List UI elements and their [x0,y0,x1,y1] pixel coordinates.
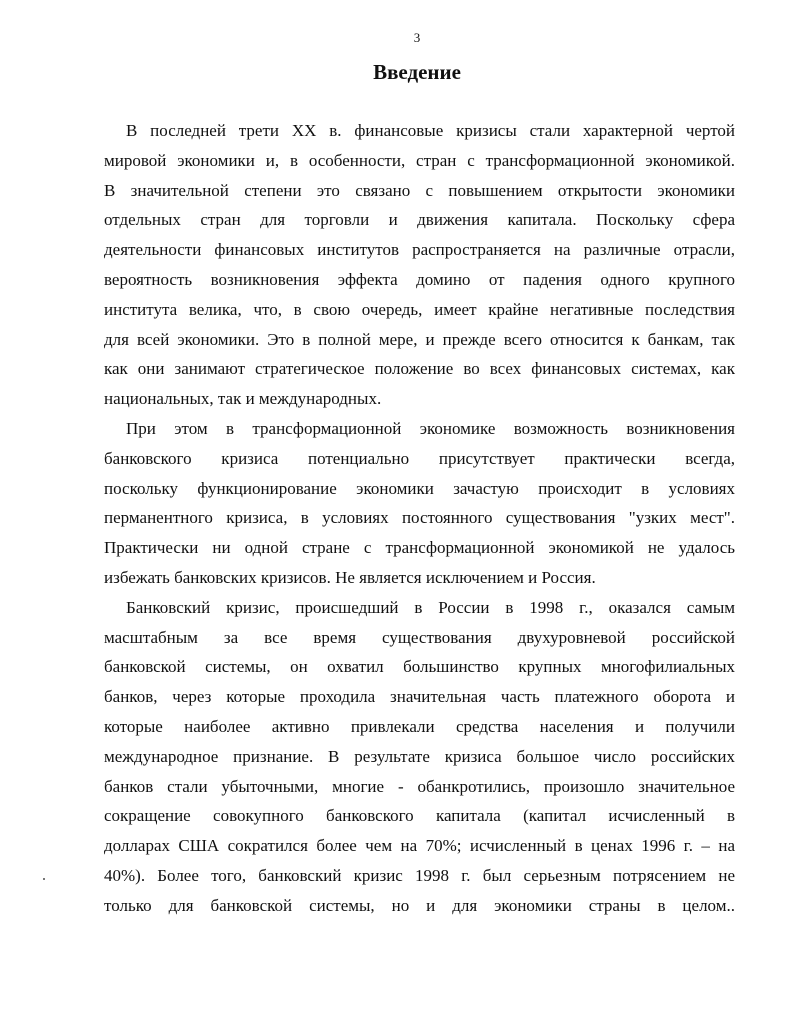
text-line: В последней трети XX в. финансовые кризисы стали характерной чертой [126,121,735,140]
text-line: При этом в трансформационной экономике возможность возникновения [126,418,735,438]
text-line: банковской системы, он охватил большинство крупных многофилиальных [104,657,735,677]
text-line: Практически ни одной стране с трансформационной экономикой не удалось [104,538,735,558]
text-line: отдельных стран для торговли и движения капитала. Поскольку сфера [104,210,735,230]
text-line: как они занимают стратегическое положение во всех финансовых системах, как [104,359,735,379]
paragraph-1 [104,116,735,414]
text-line: банков стали убыточными, многие - обанкротились, произошло значительное [104,776,735,796]
text-line: только для банковской системы, но и для экономики страны в целом.. [104,895,735,915]
page-number: 3 [413,30,421,45]
text-line: международное признание. В результате кризиса большое число российских [104,746,735,766]
text-line: долларах США сократился более чем на 70%; исчисленный в ценах 1996 г. – на [104,836,735,856]
text-line: банков, через которые проходила значительная часть платежного оборота и [104,687,735,707]
text-line: сокращение совокупного банковского капитала (капитал исчисленный в [104,806,735,826]
text-line: национальных, так и международных. [104,389,382,409]
page-title: Введение [373,60,461,84]
text-line: которые наиболее активно привлекали средства населения и получили [104,716,735,736]
text-line: избежать банковских кризисов. Не является исключением и Россия. [104,567,596,587]
text-line: В значительной степени это связано с повышением открытости экономики [104,180,735,200]
text-line: деятельности финансовых институтов распространяется на различные отрасли, [104,240,735,260]
text-line: института велика, что, в свою очередь, имеет крайне негативные последствия [104,299,735,319]
text-line: перманентного кризиса, в условиях постоянного существования "узких мест". [104,508,735,528]
paragraph-2 [104,414,735,593]
text-line: вероятность возникновения эффекта домино от падения одного крупного [104,269,735,289]
paragraph-3 [104,593,735,921]
text-line: Банковский кризис, происшедший в России в 1998 г., оказался самым [126,597,735,617]
scan-speck [43,878,45,880]
document-body [104,116,735,921]
text-line: масштабным за все время существования двухуровневой российской [104,627,735,647]
text-line: банковского кризиса потенциально присутствует практически всегда, [104,448,735,468]
text-line: для всей экономики. Это в полной мере, и прежде всего относится к банкам, так [104,329,735,349]
text-line: 40%). Более того, банковский кризис 1998 г. был серьезным потрясением не [104,865,735,885]
text-line: мировой экономики и, в особенности, стран с трансформационной экономикой. [104,150,735,170]
text-line: поскольку функционирование экономики зачастую происходит в условиях [104,478,735,498]
